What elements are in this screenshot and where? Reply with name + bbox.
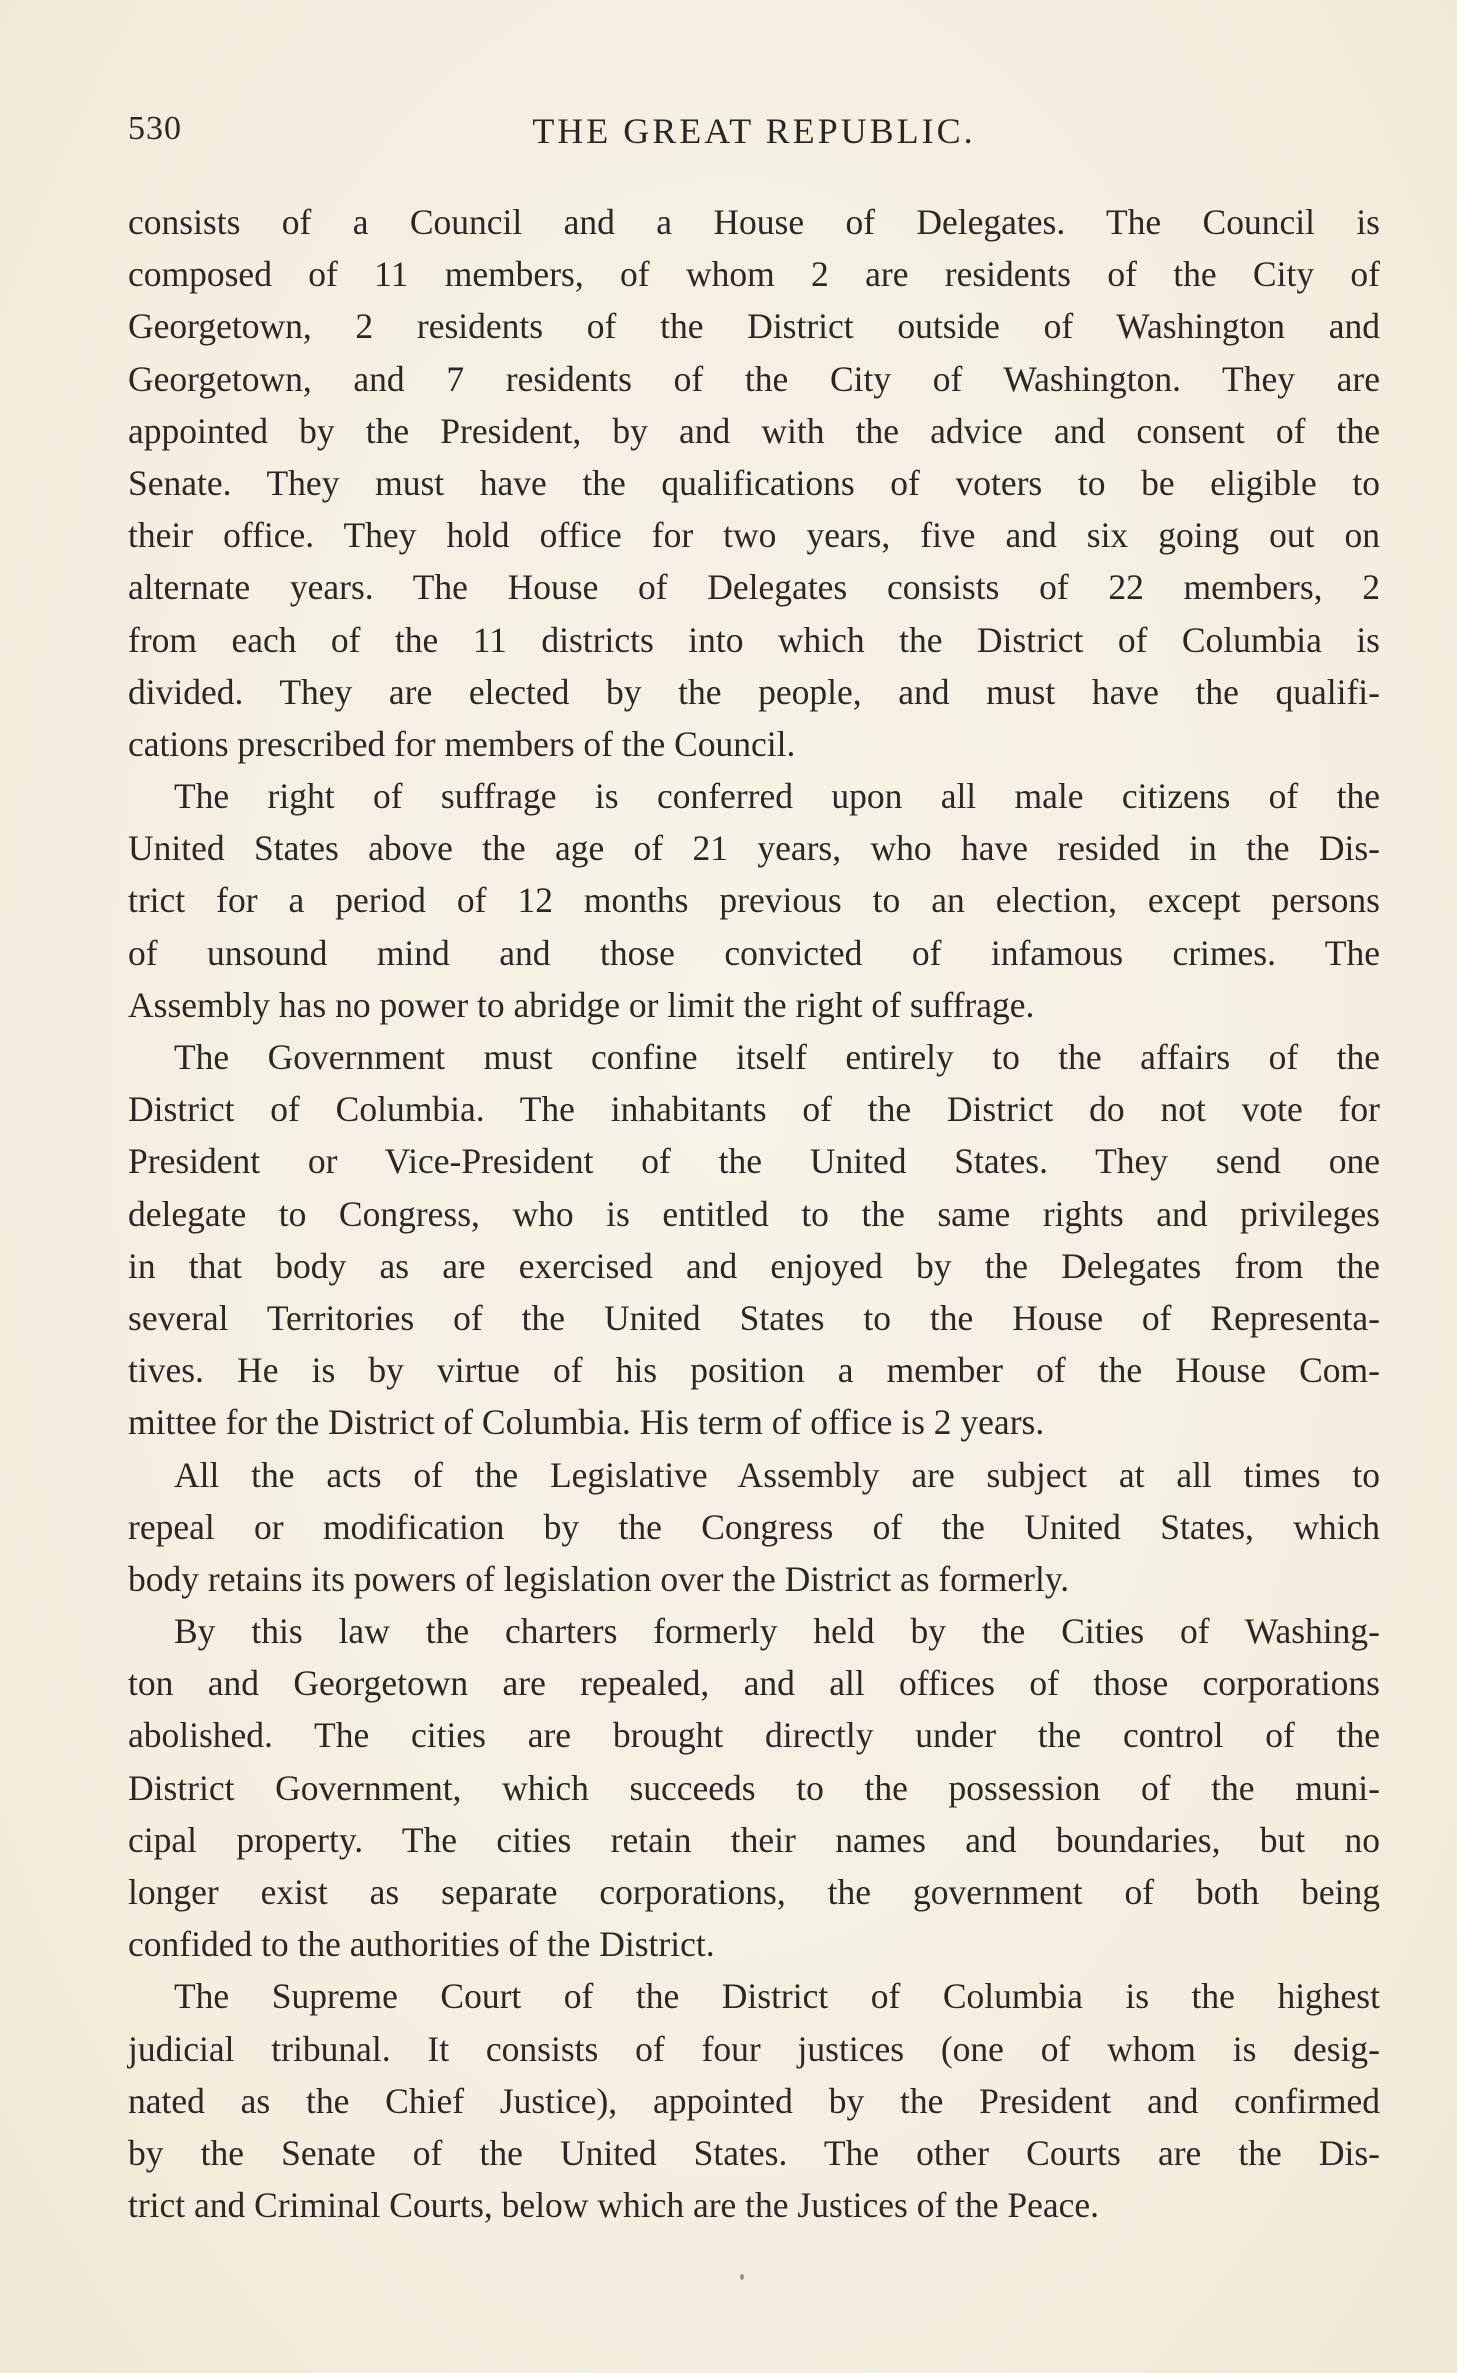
text-line: appointed by the President, by and with the advice and consent of the: [128, 410, 1380, 451]
text-line: All the acts of the Legislative Assembly are subject at all times to: [174, 1454, 1380, 1495]
text-line: nated as the Chief Justice), appointed by the President and confirmed: [128, 2080, 1380, 2121]
text-line: United States above the age of 21 years, who have resided in the Dis-: [128, 828, 1380, 869]
running-head: THE GREAT REPUBLIC.: [532, 111, 976, 151]
text-line: from each of the 11 districts into which the District of Columbia is: [128, 619, 1380, 660]
text-line: composed of 11 members, of whom 2 are residents of the City of: [128, 254, 1380, 295]
text-line: cipal property. The cities retain their names and boundaries, but no: [128, 1819, 1380, 1860]
text-line: cations prescribed for members of the Council.: [128, 723, 796, 764]
text-line: their office. They hold office for two years, five and six going out on: [128, 515, 1380, 556]
text-line: Senate. They must have the qualifications of voters to be eligible to: [128, 462, 1380, 503]
text-line: delegate to Congress, who is entitled to the same rights and privileges: [128, 1193, 1380, 1234]
text-line: longer exist as separate corporations, the government of both being: [128, 1872, 1380, 1912]
text-line: The right of suffrage is conferred upon all male citizens of the: [174, 776, 1380, 817]
body-text: [128, 196, 1380, 2231]
text-line: several Territories of the United States to the House of Representa-: [128, 1297, 1380, 1338]
text-line: trict for a period of 12 months previous to an election, except persons: [128, 880, 1380, 921]
text-line: in that body as are exercised and enjoyed by the Delegates from the: [128, 1245, 1380, 1286]
text-line: ton and Georgetown are repealed, and all offices of those corporations: [128, 1663, 1380, 1704]
text-line: repeal or modification by the Congress of the United States, which: [128, 1506, 1380, 1547]
text-line: abolished. The cities are brought directly under the control of the: [128, 1715, 1380, 1756]
text-line: District Government, which succeeds to the possession of the muni-: [128, 1767, 1380, 1808]
text-line: judicial tribunal. It consists of four justices (one of whom is desig-: [128, 2028, 1380, 2069]
text-line: body retains its powers of legislation over the District as formerly.: [128, 1558, 1070, 1599]
text-line: by the Senate of the United States. The other Courts are the Dis-: [128, 2132, 1380, 2173]
paper-speck: [740, 2274, 744, 2280]
text-line: divided. They are elected by the people, and must have the qualifi-: [128, 671, 1380, 712]
text-line: By this law the charters formerly held by the Cities of Washing-: [174, 1611, 1380, 1652]
text-line: mittee for the District of Columbia. His term of office is 2 years.: [128, 1402, 1045, 1443]
text-line: Georgetown, 2 residents of the District outside of Washington and: [128, 306, 1380, 347]
page-header: [128, 110, 1380, 160]
text-line: District of Columbia. The inhabitants of the District do not vote for: [128, 1089, 1380, 1130]
text-line: President or Vice-President of the United States. They send one: [128, 1141, 1380, 1182]
text-line: Assembly has no power to abridge or limit the right of suffrage.: [128, 984, 1035, 1025]
text-line: tives. He is by virtue of his position a member of the House Com-: [128, 1350, 1380, 1391]
text-line: The Government must confine itself entirely to the affairs of the: [174, 1037, 1380, 1077]
text-line: of unsound mind and those convicted of infamous crimes. The: [128, 932, 1380, 973]
text-line: consists of a Council and a House of Delegates. The Council is: [128, 202, 1380, 242]
text-line: The Supreme Court of the District of Columbia is the highest: [174, 1976, 1380, 2017]
page-number: 530: [128, 110, 182, 147]
text-line: confided to the authorities of the District.: [128, 1924, 715, 1965]
text-line: alternate years. The House of Delegates consists of 22 members, 2: [128, 567, 1380, 608]
text-line: trict and Criminal Courts, below which are the Justices of the Peace.: [128, 2185, 1100, 2226]
text-line: Georgetown, and 7 residents of the City of Washington. They are: [128, 358, 1380, 399]
